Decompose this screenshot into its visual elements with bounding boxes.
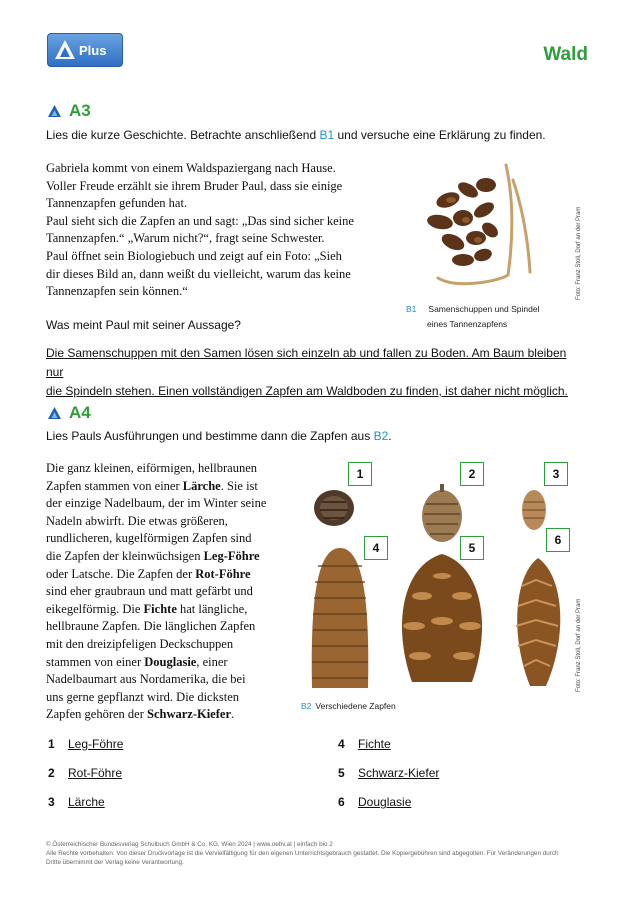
answer-text: Die Samenschuppen mit den Samen lösen sich einzeln ab und fallen zu Boden. Am Baum bleiben nur die Spindeln stehen. Einen vollständigen Zapfen am Waldboden zu finden, ist daher nicht möglich. [46,346,568,398]
cone-description-text [46,460,266,724]
logo-text: Plus [79,42,107,58]
text-line: hellbraune Zapfen. Die länglichen Zapfen [46,619,256,634]
text-line: Die ganz kleinen, eiförmigen, hellbraunen [46,461,258,475]
b2-caption: B2 Verschiedene Zapfen [301,701,396,711]
cone-number-6: 6 [546,528,570,552]
text-line: Zapfen stammen von einer Lärche. Sie ist [46,478,258,493]
footer: © Österreichischer Bundesverlag Schulbuch GmbH & Co. KG, Wien 2024 | www.oebv.at | einfach bio 2 Alle Rechte vorbehalten. Von dieser Druckvorlage ist die Vervielfältigung für den eigenen Unterrichtsgebrauch gestattet. Die Kopiergebühren sind abgegolten. Für Veränderungen durch Dritte übernimmt der Verlag keine Verantwortung. [46,841,559,866]
tree-name: Fichte [143,601,177,616]
cone-1 [314,490,354,526]
task-label: A4 [69,403,91,422]
text-line: sind eher graubraun und matt gefärbt und [46,584,253,599]
task-a4-instruction: Lies Pauls Ausführungen und bestimme dann die Zapfen aus B2. [46,429,392,443]
task-triangle-icon [48,105,61,117]
figure-ref: B1 [319,128,335,142]
tree-name: Douglasie [144,654,197,669]
text-line: eikegelförmig. Die Fichte hat längliche, [46,601,248,616]
b1-figure-label: B1 [406,304,417,314]
tree-name: Rot-Föhre [195,566,251,581]
text-line: Nadeln abwirft. Die etwas größeren, [46,513,228,528]
b1-photo-credit: Foto: Franz Stoll, Dorf an der Pram [576,206,582,300]
text-line: der einzige Nadelbaum, der im Winter seine [46,496,267,511]
story-text: Gabriela kommt von einem Waldspaziergang nach Hause. Voller Freude erzählt sie ihrem Bruder Paul, dass sie einige Tannenzapfen gefunden hat. Paul sieht sich die Zapfen an und sagt: „Das sind sicher keine Tannenzapfen.“ „Warum nicht?“, fragt seine Schwester. Paul öffnet sein Biologiebuch und zeigt auf ein Foto: „Sieh dir dieses Bild an, dann weißt du vielleicht, warum das keine Tannenzapfen sein können.“ [46,161,354,299]
tree-name: Lärche [182,478,221,493]
b1-photo [418,160,568,300]
cone-3 [522,490,546,530]
task-label: A3 [69,101,91,120]
answer-item: 4 Fichte [338,737,391,751]
task-a3-heading [48,101,91,121]
text-line: rundlicheren, kugelförmigen Zapfen sind [46,531,252,546]
text-line: Nadelbaumart aus Nordamerika, die bei [46,672,246,687]
tree-name: Leg-Föhre [203,548,260,563]
task-a4-heading [48,403,91,423]
page-title: Wald [543,44,588,65]
tree-name: Schwarz-Kiefer [147,707,231,722]
plus-triangle-icon [54,39,76,61]
task-triangle-icon [48,407,61,419]
cone-number-3: 3 [544,462,568,486]
answer-item: 6 Douglasie [338,795,412,809]
text-line: oder Latsche. Die Zapfen der Rot-Föhre [46,566,251,581]
answer-item: 5 Schwarz-Kiefer [338,766,440,780]
plus-logo [47,33,123,67]
answer-item: 3 Lärche [48,795,105,809]
b2-photo-credit: Foto: Franz Stoll, Dorf an der Pram [576,598,582,692]
text-line: die Zapfen der kleinwüchsigen Leg-Föhre [46,548,260,563]
text-line: stammen von einer Douglasie, einer [46,654,228,669]
b2-figure-label: B2 [301,701,312,711]
b1-caption: B1 Samenschuppen und Spindel eines Tannenzapfens [406,304,540,329]
cone-number-5: 5 [460,536,484,560]
text-line: uns gerne gepflanzt wird. Die dicksten [46,689,239,704]
text-line: Zapfen gehören der Schwarz-Kiefer. [46,707,235,722]
b2-photo [302,456,576,692]
answer-item: 1 Leg-Föhre [48,737,124,751]
task-a3-instruction: Lies die kurze Geschichte. Betrachte anschließend B1 und versuche eine Erklärung zu finden. [46,128,546,142]
figure-ref: B2 [373,429,389,443]
answer-item: 2 Rot-Föhre [48,766,123,780]
text-line: mit den dreizipfeligen Deckschuppen [46,636,234,651]
question-text: Was meint Paul mit seiner Aussage? [46,318,241,332]
cone-number-1: 1 [348,462,372,486]
cone-number-2: 2 [460,462,484,486]
cone-number-4: 4 [364,536,388,560]
